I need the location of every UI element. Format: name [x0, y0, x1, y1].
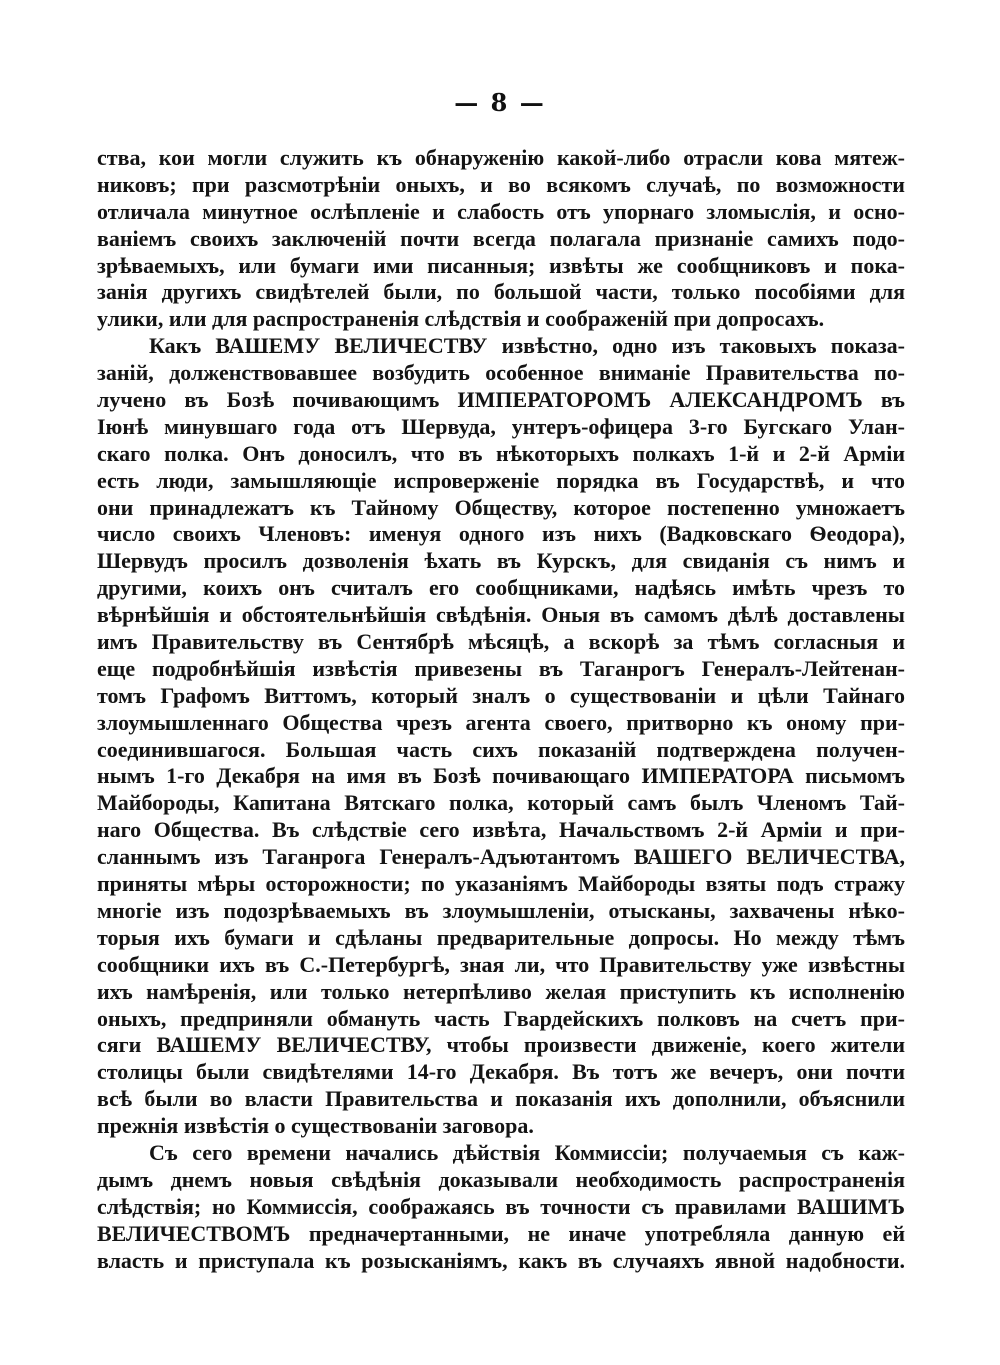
text-line: Какъ ВАШЕМУ ВЕЛИЧЕСТВУ извѣстно, одно изъ таковыхъ показа-: [149, 333, 905, 359]
text-line: власть и приступала къ розысканіямъ, какъ въ случаяхъ явной надобности.: [97, 1247, 905, 1273]
text-line: нымъ 1-го Декабря на имя въ Бозѣ почивающаго ИМПЕРАТОРА письмомъ: [97, 763, 905, 789]
paragraph-3: [97, 1140, 905, 1274]
text-line: столицы были свидѣтелями 14-го Декабря. Въ тотъ же вечеръ, они почти: [97, 1059, 905, 1085]
text-line: число своихъ Членовъ: именуя одного изъ нихъ (Вадковскаго Ѳеодора),: [97, 521, 905, 547]
text-line: вѣрнѣйшія и обстоятельнѣйшія свѣдѣнія. Оныя въ самомъ дѣлѣ доставлены: [97, 602, 905, 628]
body-text: [97, 145, 905, 1274]
text-line: сообщники ихъ въ С.-Петербургѣ, зная ли, что Правительству уже извѣстны: [97, 951, 905, 977]
text-line: ВЕЛИЧЕСТВОМЪ предначертанными, не иначе употребляла данную ей: [97, 1220, 905, 1246]
text-line: никовъ; при разсмотрѣніи оныхъ, и во всякомъ случаѣ, по возможности: [97, 171, 905, 197]
text-line: отличала минутное ослѣпленіе и слабость отъ упорнаго зломыслія, и осно-: [97, 198, 905, 224]
text-line: торыя ихъ бумаги и сдѣланы предварительные допросы. Но между тѣмъ: [97, 924, 905, 950]
text-line: скаго полка. Онъ доносилъ, что въ нѣкоторыхъ полкахъ 1-й и 2-й Арміи: [97, 440, 905, 466]
text-line: слѣдствія; но Коммиссія, соображаясь въ точности съ правилами ВАШИМЪ: [97, 1193, 905, 1219]
text-line: есть люди, замышляющіе испроверженіе порядка въ Государствѣ, и что: [97, 467, 905, 493]
text-line: другими, коихъ онъ считалъ его сообщниками, надѣясь имѣть чрезъ то: [97, 575, 905, 601]
text-line: дымъ днемъ новыя свѣдѣнія доказывали необходимость распространенія: [97, 1166, 905, 1192]
text-line: сланнымъ изъ Таганрога Генералъ-Адъютантомъ ВАШЕГО ВЕЛИЧЕСТВА,: [97, 844, 905, 870]
text-line: Майбороды, Капитана Вятскаго полка, который самъ былъ Членомъ Тай-: [97, 790, 905, 816]
text-line: ихъ намѣренія, или только нетерпѣливо желая приступить къ исполненію: [97, 978, 905, 1004]
text-line: ваніемъ своихъ заключеній почти всегда полагала признаніе самихъ подо-: [97, 225, 905, 251]
text-line: сяги ВАШЕМУ ВЕЛИЧЕСТВУ, чтобы произвести движеніе, коего жители: [97, 1032, 905, 1058]
text-line: многіе изъ подозрѣваемыхъ въ злоумышленіи, отысканы, захвачены нѣко-: [97, 897, 905, 923]
text-line: еще подробнѣйшія извѣстія привезены въ Таганрогъ Генералъ-Лейтенан-: [97, 655, 905, 681]
text-line: оныхъ, предприняли обмануть часть Гвардейскихъ полковъ на счетъ при-: [97, 1005, 905, 1031]
text-line: томъ Графомъ Виттомъ, который зналъ о существованіи и цѣли Тайнаго: [97, 682, 905, 708]
text-line: Іюнѣ минувшаго года отъ Шервуда, унтеръ-офицера 3-го Бугскаго Улан-: [97, 413, 905, 439]
text-line: всѣ были во власти Правительства и показанія ихъ дополнили, объяснили: [97, 1086, 905, 1112]
text-line: злоумышленнаго Общества чрезъ агента своего, притворно къ оному при-: [97, 709, 905, 735]
text-line: имъ Правительству въ Сентябрѣ мѣсяцѣ, а вскорѣ за тѣмъ согласныя и: [97, 629, 905, 655]
text-line: улики, или для распространенія слѣдствія и соображеній при допросахъ.: [97, 306, 825, 332]
text-line: наго Общества. Въ слѣдствіе сего извѣта, Начальствомъ 2-й Арміи и при-: [97, 817, 905, 843]
text-line: прежнія извѣстія о существованіи заговора.: [97, 1113, 534, 1139]
paragraph-1: [97, 145, 905, 333]
text-line: занія другихъ свидѣтелей были, по большой части, только пособіями для: [97, 279, 905, 305]
text-line: ства, кои могли служить къ обнаруженію какой-либо отрасли кова мятеж-: [97, 145, 905, 170]
text-line: они принадлежатъ къ Тайному Обществу, которое постепенно умножаетъ: [97, 494, 905, 520]
page-number: — 8 —: [454, 88, 546, 117]
paragraph-2: [97, 333, 905, 1140]
text-line: соединившагося. Большая часть сихъ показаній подтверждена получен-: [97, 736, 905, 762]
text-line: приняты мѣры осторожности; по указаніямъ Майбороды взяты подъ стражу: [97, 871, 905, 897]
text-line: заній, долженствовавшее возбудить особенное вниманіе Правительства по-: [97, 360, 905, 386]
text-line: Съ сего времени начались дѣйствія Коммиссіи; получаемыя съ каж-: [149, 1139, 905, 1165]
text-line: лучено въ Бозѣ почивающимъ ИМПЕРАТОРОМЪ АЛЕКСАНДРОМЪ въ: [97, 387, 905, 413]
text-line: Шервудъ просилъ дозволенія ѣхать въ Курскъ, для свиданія съ нимъ и: [97, 548, 905, 574]
text-line: зрѣваемыхъ, или бумаги ими писанныя; извѣты же сообщниковъ и пока-: [97, 252, 905, 278]
